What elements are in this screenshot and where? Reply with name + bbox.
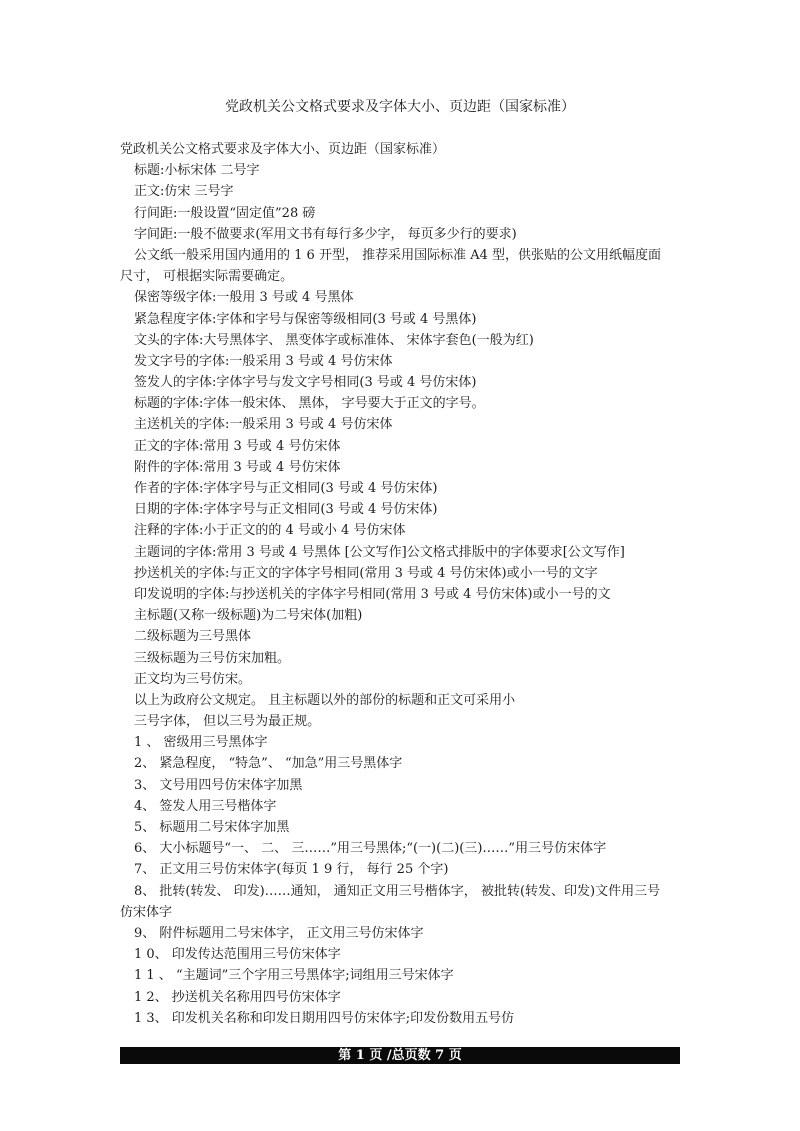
text-line: 发文字号的字体:一般采用 3 号或 4 号仿宋体 — [134, 353, 393, 369]
text-line: 主送机关的字体:一般采用 3 号或 4 号仿宋体 — [134, 417, 393, 433]
page-number-label: 第 1 页 /总页数 7 页 — [338, 1048, 462, 1063]
text-line: 公文纸一般采用国内通用的 1 6 开型， 推荐采用国际标准 A4 型，供张贴的公文用纸幅度面 — [134, 247, 661, 263]
text-line: 抄送机关的字体:与正文的字体字号相同(常用 3 号或 4 号仿宋体)或小一号的文字 — [134, 565, 598, 581]
text-line: 签发人的字体:字体字号与发文字号相同(3 号或 4 号仿宋体) — [134, 375, 477, 391]
text-line: 主标题(又称一级标题)为二号宋体(加粗) — [134, 608, 363, 624]
text-line: 仿宋体字 — [120, 904, 173, 920]
text-line: 9、 附件标题用二号宋体字， 正文用三号仿宋体字 — [134, 925, 424, 941]
text-line: 5、 标题用二号宋体字加黑 — [134, 820, 290, 835]
text-line: 二级标题为三号黑体 — [134, 629, 252, 645]
text-line: 作者的字体:字体字号与正文相同(3 号或 4 号仿宋体) — [134, 481, 438, 496]
text-line: 正文的字体:常用 3 号或 4 号仿宋体 — [134, 438, 341, 454]
text-line: 以上为政府公文规定。 且主标题以外的部份的标题和正文可采用小 — [134, 692, 516, 708]
page-footer — [120, 1047, 680, 1064]
text-line: 党政机关公文格式要求及字体大小、页边距（国家标准） — [120, 142, 446, 157]
text-line: 1 3、 印发机关名称和印发日期用四号仿宋体字;印发份数用五号仿 — [134, 1010, 515, 1026]
text-line: 正文均为三号仿宋。 — [134, 671, 252, 687]
text-line: 3、 文号用四号仿宋体字加黑 — [134, 777, 303, 793]
text-line: 7、 正文用三号仿宋体字(每页 1 9 行， 每行 25 个字) — [134, 862, 449, 878]
text-line: 1 0、 印发传达范围用三号仿宋体字 — [134, 947, 341, 963]
text-line: 附件的字体:常用 3 号或 4 号仿宋体 — [134, 459, 341, 475]
text-line: 4、 签发人用三号楷体字 — [134, 798, 277, 814]
text-line: 日期的字体:字体字号与正文相同(3 号或 4 号仿宋体) — [134, 502, 438, 518]
text-line: 6、 大小标题号“一、 二、 三……”用三号黑体;“(一)(二)(三)……”用三号仿宋体字 — [134, 841, 607, 857]
text-line: 正文:仿宋 三号字 — [134, 184, 234, 200]
text-line: 印发说明的字体:与抄送机关的字体字号相同(常用 3 号或 4 号仿宋体)或小一号的文 — [134, 586, 611, 602]
text-line: 1 、 密级用三号黑体字 — [134, 735, 268, 751]
text-line: 1 2、 抄送机关名称用四号仿宋体字 — [134, 989, 341, 1005]
text-line: 注释的字体:小于正文的的 4 号或小 4 号仿宋体 — [134, 523, 406, 539]
text-line: 8、 批转(转发、 印发)……通知， 通知正文用三号楷体字， 被批转(转发、印发)文件用三号 — [134, 883, 661, 899]
text-line: 1 1 、 “主题词”三个字用三号黑体字;词组用三号宋体字 — [134, 968, 454, 984]
document-body — [120, 139, 690, 1029]
text-line: 三级标题为三号仿宋加粗。 — [134, 650, 291, 666]
text-line: 保密等级字体:一般用 3 号或 4 号黑体 — [134, 290, 354, 306]
text-line: 标题:小标宋体 二号字 — [134, 163, 260, 179]
text-line: 紧急程度字体:字体和字号与保密等级相同(3 号或 4 号黑体) — [134, 311, 477, 327]
text-line: 尺寸， 可根据实际需要确定。 — [120, 269, 294, 285]
text-line: 文头的字体:大号黑体字、 黑变体字或标准体、 宋体字套色(一般为红) — [134, 332, 534, 348]
text-line: 字间距:一般不做要求(军用文书有每行多少字， 每页多少行的要求) — [134, 226, 517, 242]
text-line: 标题的字体:字体一般宋体、 黑体， 字号要大于正文的字号。 — [134, 396, 485, 412]
text-line: 行间距:一般设置“固定值”28 磅 — [134, 205, 316, 221]
text-line: 2、 紧急程度， “特急”、 “加急”用三号黑体字 — [134, 756, 403, 772]
page-title: 党政机关公文格式要求及字体大小、页边距（国家标准） — [225, 99, 575, 115]
text-line: 主题词的字体:常用 3 号或 4 号黑体 [公文写作]公文格式排版中的字体要求[公文写作] — [134, 544, 625, 560]
text-line: 三号字体， 但以三号为最正规。 — [134, 714, 321, 730]
